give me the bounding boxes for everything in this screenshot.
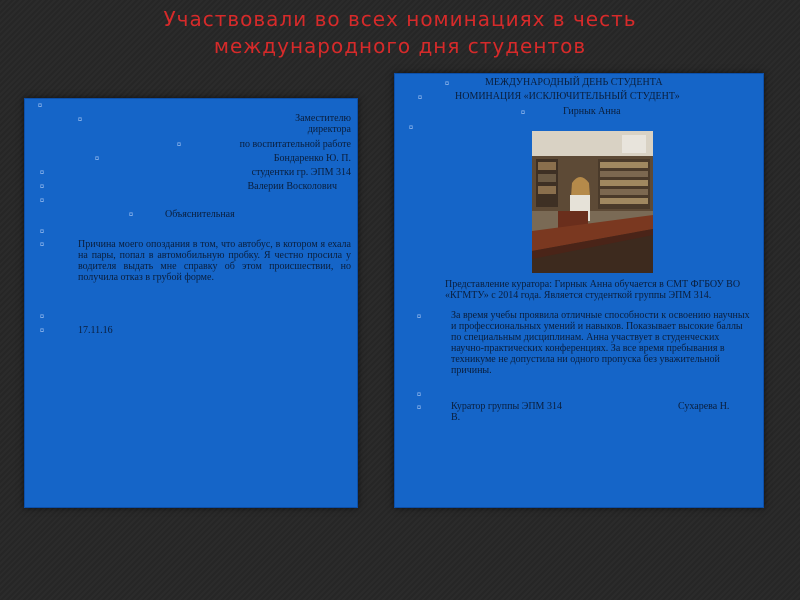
nomination-heading: НОМИНАЦИЯ «ИСКЛЮЧИТЕЛЬНЫЙ СТУДЕНТ» (455, 91, 680, 102)
slide-title-line2: международного дня студентов (213, 34, 587, 58)
bullet-icon: ¤ (417, 390, 421, 399)
student-achievements: За время учебы проявила отличные способности к освоению научных и профессиональных умений и навыков. Показывает высокие баллы по специальным дисциплинам. Анна участвует в студенческих научно-практических конференциях. За все время пребывания в техникуме не допустила ни одного пропуска без уважительной причины. (451, 310, 750, 376)
curator-presentation: Представление куратора: Гирнык Анна обучается в СМТ ФГБОУ ВО «КГМТУ» с 2014 года. Является студенткой группы ЭПМ 314. (445, 279, 741, 301)
curator-initial: В. (451, 412, 461, 423)
bullet-icon: ¤ (521, 108, 525, 117)
document-date: 17.11.16 (78, 325, 113, 336)
bullet-icon: ¤ (129, 210, 133, 219)
bullet-icon: ¤ (417, 312, 421, 321)
author-line2: Валерии Восколович (247, 181, 337, 192)
addressee-line4: Бондаренко Ю. П. (273, 153, 351, 164)
nomination-panel (394, 73, 764, 508)
bullet-icon: ¤ (409, 123, 413, 132)
bullet-icon: ¤ (95, 154, 99, 163)
author-line1: студентки гр. ЭПМ 314 (251, 167, 351, 178)
bullet-icon: ¤ (445, 79, 449, 88)
student-name: Гирнык Анна (563, 106, 621, 117)
explanatory-note-panel (24, 98, 358, 508)
bullet-icon: ¤ (40, 326, 44, 335)
curator-name: Сухарева Н. (678, 401, 730, 412)
bullet-icon: ¤ (177, 140, 181, 149)
curator-label: Куратор группы ЭПМ 314 (451, 401, 562, 412)
bullet-icon: ¤ (40, 227, 44, 236)
student-photo (532, 131, 653, 273)
event-heading: МЕЖДУНАРОДНЫЙ ДЕНЬ СТУДЕНТА (485, 77, 663, 88)
bullet-icon: ¤ (40, 182, 44, 191)
bullet-icon: ¤ (418, 93, 422, 102)
bullet-icon: ¤ (40, 168, 44, 177)
bullet-icon: ¤ (40, 196, 44, 205)
document-title: Объяснительная (165, 209, 235, 220)
addressee-line2: директора (307, 124, 351, 135)
bullet-icon: ¤ (417, 403, 421, 412)
bullet-icon: ¤ (40, 312, 44, 321)
student-photo-image (532, 131, 653, 273)
bullet-icon: ¤ (78, 115, 82, 124)
addressee-line3: по воспитательной работе (239, 139, 351, 150)
explanation-text: Причина моего опоздания в том, что автобус, в котором я ехала на пары, попал в автомобильную пробку. Я честно просила у водителя выдать мне справку об этом происшествии, но получила отказ в грубой форме. (78, 239, 351, 283)
addressee-line1: Заместителю (295, 113, 351, 124)
slide-title (0, 6, 800, 60)
slide-title-line1: Участвовали во всех номинациях в честь (163, 7, 637, 31)
bullet-icon: ¤ (40, 240, 44, 249)
bullet-icon: ¤ (38, 101, 42, 110)
